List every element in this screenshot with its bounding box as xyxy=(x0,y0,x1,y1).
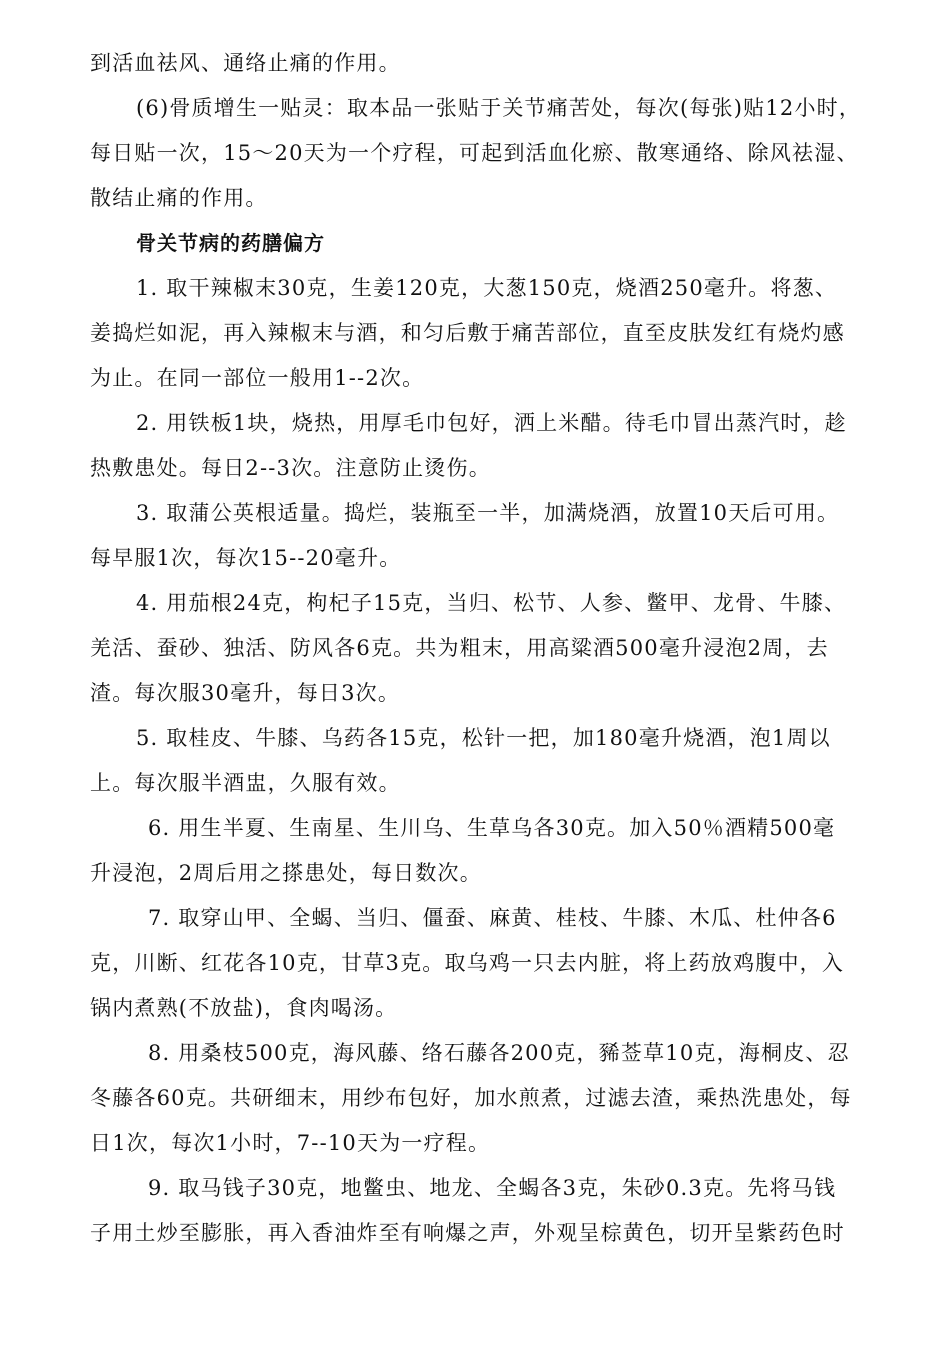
line-text: 升浸泡，2周后用之搽患处，每日数次。 xyxy=(90,861,482,885)
text-line xyxy=(0,40,950,86)
text-line xyxy=(0,805,950,851)
line-text: 克，川断、红花各10克，甘草3克。取乌鸡一只去内脏，将上药放鸡腹中，入 xyxy=(90,951,845,975)
text-line xyxy=(0,535,950,581)
line-text: 羌活、蚕砂、独活、防风各6克。共为粗末，用高粱酒500毫升浸泡2周，去 xyxy=(90,636,829,660)
text-line xyxy=(0,310,950,356)
line-text: 姜捣烂如泥，再入辣椒末与酒，和匀后敷于痛苦部位，直至皮肤发红有烧灼感 xyxy=(90,321,845,345)
line-text: 散结止痛的作用。 xyxy=(90,186,268,210)
text-line xyxy=(0,175,950,221)
line-text: 1. 取干辣椒末30克，生姜120克，大葱150克，烧酒250毫升。将葱、 xyxy=(136,276,838,300)
line-text: 9. 取马钱子30克，地鳖虫、地龙、全蝎各3克，朱砂0.3克。先将马钱 xyxy=(148,1176,837,1200)
line-text: 每日贴一次，15～20天为一个疗程，可起到活血化瘀、散寒通络、除风祛湿、 xyxy=(90,141,859,165)
text-line xyxy=(0,940,950,986)
text-line xyxy=(0,85,950,131)
text-line xyxy=(0,625,950,671)
line-text: 7. 取穿山甲、全蝎、当归、僵蚕、麻黄、桂枝、牛膝、木瓜、杜仲各6 xyxy=(148,906,837,930)
text-line xyxy=(0,580,950,626)
line-text: 5. 取桂皮、牛膝、乌药各15克，松针一把，加180毫升烧酒，泡1周以 xyxy=(136,726,831,750)
text-line xyxy=(0,400,950,446)
text-line xyxy=(0,850,950,896)
text-line xyxy=(0,760,950,806)
line-text: 热敷患处。每日2--3次。注意防止烫伤。 xyxy=(90,456,491,480)
line-text: (6)骨质增生一贴灵：取本品一张贴于关节痛苦处，每次(每张)贴12小时， xyxy=(136,96,862,120)
text-line xyxy=(0,490,950,536)
line-text: 渣。每次服30毫升，每日3次。 xyxy=(90,681,401,705)
text-line xyxy=(0,1120,950,1166)
line-text: 每早服1次，每次15--20毫升。 xyxy=(90,546,402,570)
line-text: 日1次，每次1小时，7--10天为一疗程。 xyxy=(90,1131,491,1155)
text-line xyxy=(0,895,950,941)
text-line xyxy=(0,355,950,401)
line-text: 锅内煮熟(不放盐)，食肉喝汤。 xyxy=(90,996,398,1020)
line-text: 子用土炒至膨胀，再入香油炸至有响爆之声，外观呈棕黄色，切开呈紫药色时 xyxy=(90,1221,845,1245)
heading-text: 骨关节病的药膳偏方 xyxy=(136,231,325,255)
text-line xyxy=(0,1030,950,1076)
text-line xyxy=(0,1210,950,1256)
text-line xyxy=(0,715,950,761)
line-text: 8. 用桑枝500克，海风藤、络石藤各200克，豨莶草10克，海桐皮、忍 xyxy=(148,1041,850,1065)
line-text: 为止。在同一部位一般用1--2次。 xyxy=(90,366,425,390)
line-text: 4. 用茄根24克，枸杞子15克，当归、松节、人参、鳖甲、龙骨、牛膝、 xyxy=(136,591,847,615)
text-line xyxy=(0,445,950,491)
section-heading xyxy=(0,220,950,266)
text-line xyxy=(0,985,950,1031)
line-text: 6. 用生半夏、生南星、生川乌、生草乌各30克。加入50％酒精500毫 xyxy=(148,816,836,840)
line-text: 2. 用铁板1块，烧热，用厚毛巾包好，洒上米醋。待毛巾冒出蒸汽时，趁 xyxy=(136,411,847,435)
text-line xyxy=(0,265,950,311)
line-text: 到活血祛风、通络止痛的作用。 xyxy=(90,51,401,75)
line-text: 上。每次服半酒盅，久服有效。 xyxy=(90,771,401,795)
text-line xyxy=(0,670,950,716)
text-line xyxy=(0,130,950,176)
line-text: 冬藤各60克。共研细末，用纱布包好，加水煎煮，过滤去渣，乘热洗患处，每 xyxy=(90,1086,852,1110)
text-line xyxy=(0,1075,950,1121)
line-text: 3. 取蒲公英根适量。捣烂，装瓶至一半，加满烧酒，放置10天后可用。 xyxy=(136,501,840,525)
text-line xyxy=(0,1165,950,1211)
